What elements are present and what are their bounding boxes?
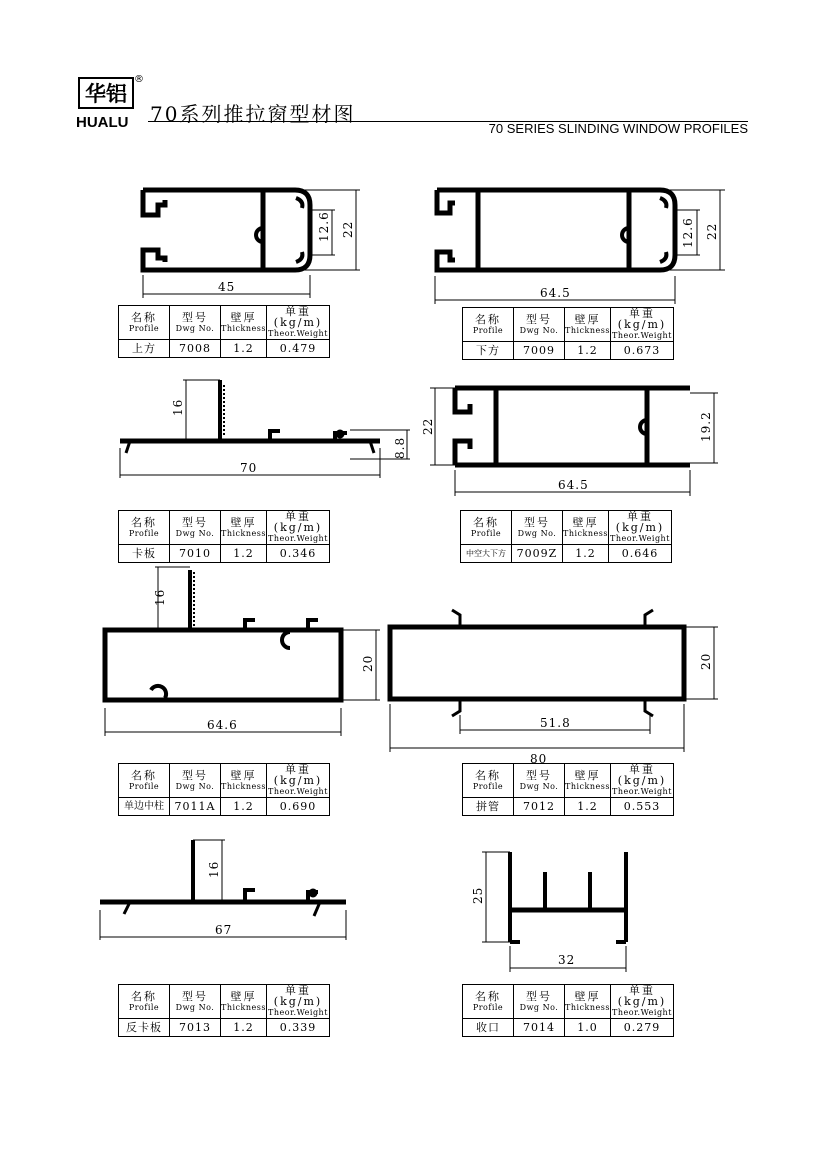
col-name-en: Profile xyxy=(472,1002,504,1012)
profile-weight: 0.279 xyxy=(611,1019,674,1037)
col-dwg-zh: 型号 xyxy=(526,312,552,326)
dim-label: 22 xyxy=(341,220,355,238)
col-name-en: Profile xyxy=(128,528,160,538)
col-thick-en: Thickness xyxy=(565,325,610,335)
profile-name: 收口 xyxy=(463,1019,514,1037)
col-name-zh: 名称 xyxy=(131,310,157,324)
spec-table-7011a xyxy=(118,763,330,816)
profile-weight: 0.553 xyxy=(611,798,674,816)
spec-table-7010 xyxy=(118,510,330,563)
dim-label: 16 xyxy=(171,398,185,416)
col-dwg-en: Dwg No. xyxy=(175,781,215,791)
profile-thickness: 1.2 xyxy=(221,1019,267,1037)
col-dwg-zh: 型号 xyxy=(526,768,552,782)
col-thick-zh: 壁厚 xyxy=(230,515,257,529)
col-thick-zh: 壁厚 xyxy=(574,768,601,782)
col-dwg-en: Dwg No. xyxy=(175,1002,215,1012)
col-thick-zh: 壁厚 xyxy=(572,515,599,529)
col-thick-zh: 壁厚 xyxy=(230,768,257,782)
profile-dwg: 7010 xyxy=(170,545,221,563)
profile-weight: 0.346 xyxy=(267,545,330,563)
spec-table-7014 xyxy=(462,984,674,1037)
col-dwg-zh: 型号 xyxy=(182,768,208,782)
logo-text: HUALU xyxy=(76,114,129,131)
col-thick-en: Thickness xyxy=(221,528,266,538)
col-weight-zh: 单重(kg/m) xyxy=(273,510,323,534)
spec-table-7013 xyxy=(118,984,330,1037)
spec-table-7008 xyxy=(118,305,330,358)
dim-label: 16 xyxy=(207,860,221,878)
profile-dwg: 7011A xyxy=(170,798,221,816)
col-weight-en: Theor.Weight xyxy=(268,787,328,796)
col-thick-en: Thickness xyxy=(221,781,266,791)
profile-name: 单边中柱 xyxy=(119,798,170,816)
col-dwg-zh: 型号 xyxy=(182,310,208,324)
col-weight-zh: 单重(kg/m) xyxy=(273,763,323,787)
dim-label: 51.8 xyxy=(540,716,571,730)
profile-dwg: 7012 xyxy=(514,798,565,816)
profile-drawing-7010 xyxy=(120,380,410,478)
registered-mark: ® xyxy=(134,74,144,85)
spec-table-7012 xyxy=(462,763,674,816)
dim-label: 64.5 xyxy=(558,478,589,492)
dim-label: 45 xyxy=(218,280,236,294)
col-dwg-zh: 型号 xyxy=(526,989,552,1003)
dim-label: 8.8 xyxy=(393,436,407,459)
dim-label: 25 xyxy=(471,886,485,904)
col-dwg-en: Dwg No. xyxy=(517,528,557,538)
col-weight-en: Theor.Weight xyxy=(612,787,672,796)
profile-drawing-7012 xyxy=(390,610,718,752)
col-name-en: Profile xyxy=(472,781,504,791)
dim-label: 70 xyxy=(240,461,258,475)
col-name-zh: 名称 xyxy=(131,515,157,529)
profile-name: 拼管 xyxy=(463,798,514,816)
profile-thickness: 1.2 xyxy=(221,545,267,563)
col-weight-en: Theor.Weight xyxy=(610,534,670,543)
col-dwg-zh: 型号 xyxy=(182,515,208,529)
profile-thickness: 1.0 xyxy=(565,1019,611,1037)
profile-dwg: 7009 xyxy=(514,342,565,360)
col-thick-zh: 壁厚 xyxy=(230,989,257,1003)
profile-thickness: 1.2 xyxy=(565,798,611,816)
col-weight-zh: 单重(kg/m) xyxy=(617,984,667,1008)
dim-label: 80 xyxy=(530,752,548,766)
col-weight-zh: 单重(kg/m) xyxy=(273,305,323,329)
profile-name: 上方 xyxy=(119,340,170,358)
profile-name: 反卡板 xyxy=(119,1019,170,1037)
col-weight-en: Theor.Weight xyxy=(612,331,672,340)
col-thick-en: Thickness xyxy=(565,1002,610,1012)
profile-dwg: 7013 xyxy=(170,1019,221,1037)
profile-weight: 0.646 xyxy=(609,545,672,563)
col-dwg-en: Dwg No. xyxy=(175,528,215,538)
profile-thickness: 1.2 xyxy=(221,340,267,358)
col-dwg-zh: 型号 xyxy=(182,989,208,1003)
dim-label: 64.5 xyxy=(540,286,571,300)
profile-name: 中空大下方 xyxy=(461,545,512,563)
dim-label: 19.2 xyxy=(699,411,713,442)
dim-label: 67 xyxy=(215,923,233,937)
profile-weight: 0.339 xyxy=(267,1019,330,1037)
dim-label: 32 xyxy=(558,953,576,967)
col-name-zh: 名称 xyxy=(473,515,499,529)
col-name-en: Profile xyxy=(128,781,160,791)
page-title: 70系列推拉窗型材图 xyxy=(150,102,356,126)
profile-name: 下方 xyxy=(463,342,514,360)
col-name-en: Profile xyxy=(128,323,160,333)
profile-drawing-7008 xyxy=(143,190,360,298)
spec-table-7009z xyxy=(460,510,672,563)
col-weight-en: Theor.Weight xyxy=(268,534,328,543)
dim-label: 20 xyxy=(361,654,375,672)
profile-name: 卡板 xyxy=(119,545,170,563)
profile-thickness: 1.2 xyxy=(565,342,611,360)
dim-label: 20 xyxy=(699,652,713,670)
profile-drawing-7014 xyxy=(482,852,626,972)
col-name-zh: 名称 xyxy=(475,989,501,1003)
profile-dwg: 7009Z xyxy=(512,545,563,563)
col-weight-zh: 单重(kg/m) xyxy=(615,510,665,534)
dim-label: 12.6 xyxy=(317,211,331,242)
col-name-zh: 名称 xyxy=(131,768,157,782)
dim-label: 16 xyxy=(153,588,167,606)
profile-weight: 0.690 xyxy=(267,798,330,816)
col-name-en: Profile xyxy=(128,1002,160,1012)
col-thick-zh: 壁厚 xyxy=(574,312,601,326)
profile-weight: 0.673 xyxy=(611,342,674,360)
profile-drawing-7011a xyxy=(105,567,380,736)
col-name-zh: 名称 xyxy=(131,989,157,1003)
col-thick-zh: 壁厚 xyxy=(230,310,257,324)
col-weight-zh: 单重(kg/m) xyxy=(273,984,323,1008)
dim-label: 12.6 xyxy=(681,217,695,248)
col-thick-en: Thickness xyxy=(565,781,610,791)
col-dwg-zh: 型号 xyxy=(524,515,550,529)
col-name-en: Profile xyxy=(472,325,504,335)
col-thick-zh: 壁厚 xyxy=(574,989,601,1003)
col-weight-en: Theor.Weight xyxy=(268,329,328,338)
col-weight-zh: 单重(kg/m) xyxy=(617,763,667,787)
col-dwg-en: Dwg No. xyxy=(519,325,559,335)
profile-weight: 0.479 xyxy=(267,340,330,358)
col-dwg-en: Dwg No. xyxy=(519,1002,559,1012)
col-name-en: Profile xyxy=(470,528,502,538)
col-thick-en: Thickness xyxy=(563,528,608,538)
col-dwg-en: Dwg No. xyxy=(175,323,215,333)
col-weight-zh: 单重(kg/m) xyxy=(617,307,667,331)
col-weight-en: Theor.Weight xyxy=(268,1008,328,1017)
dim-label: 64.6 xyxy=(207,718,238,732)
col-name-zh: 名称 xyxy=(475,768,501,782)
col-weight-en: Theor.Weight xyxy=(612,1008,672,1017)
page-subtitle: 70 SERIES SLINDING WINDOW PROFILES xyxy=(488,121,748,136)
logo-mark: 华铝 xyxy=(78,77,134,109)
col-thick-en: Thickness xyxy=(221,323,266,333)
col-dwg-en: Dwg No. xyxy=(519,781,559,791)
profile-dwg: 7014 xyxy=(514,1019,565,1037)
spec-table-7009 xyxy=(462,307,674,360)
dim-label: 22 xyxy=(705,222,719,240)
col-thick-en: Thickness xyxy=(221,1002,266,1012)
col-name-zh: 名称 xyxy=(475,312,501,326)
profile-thickness: 1.2 xyxy=(221,798,267,816)
dim-label: 22 xyxy=(421,417,435,435)
profile-dwg: 7008 xyxy=(170,340,221,358)
profile-thickness: 1.2 xyxy=(563,545,609,563)
